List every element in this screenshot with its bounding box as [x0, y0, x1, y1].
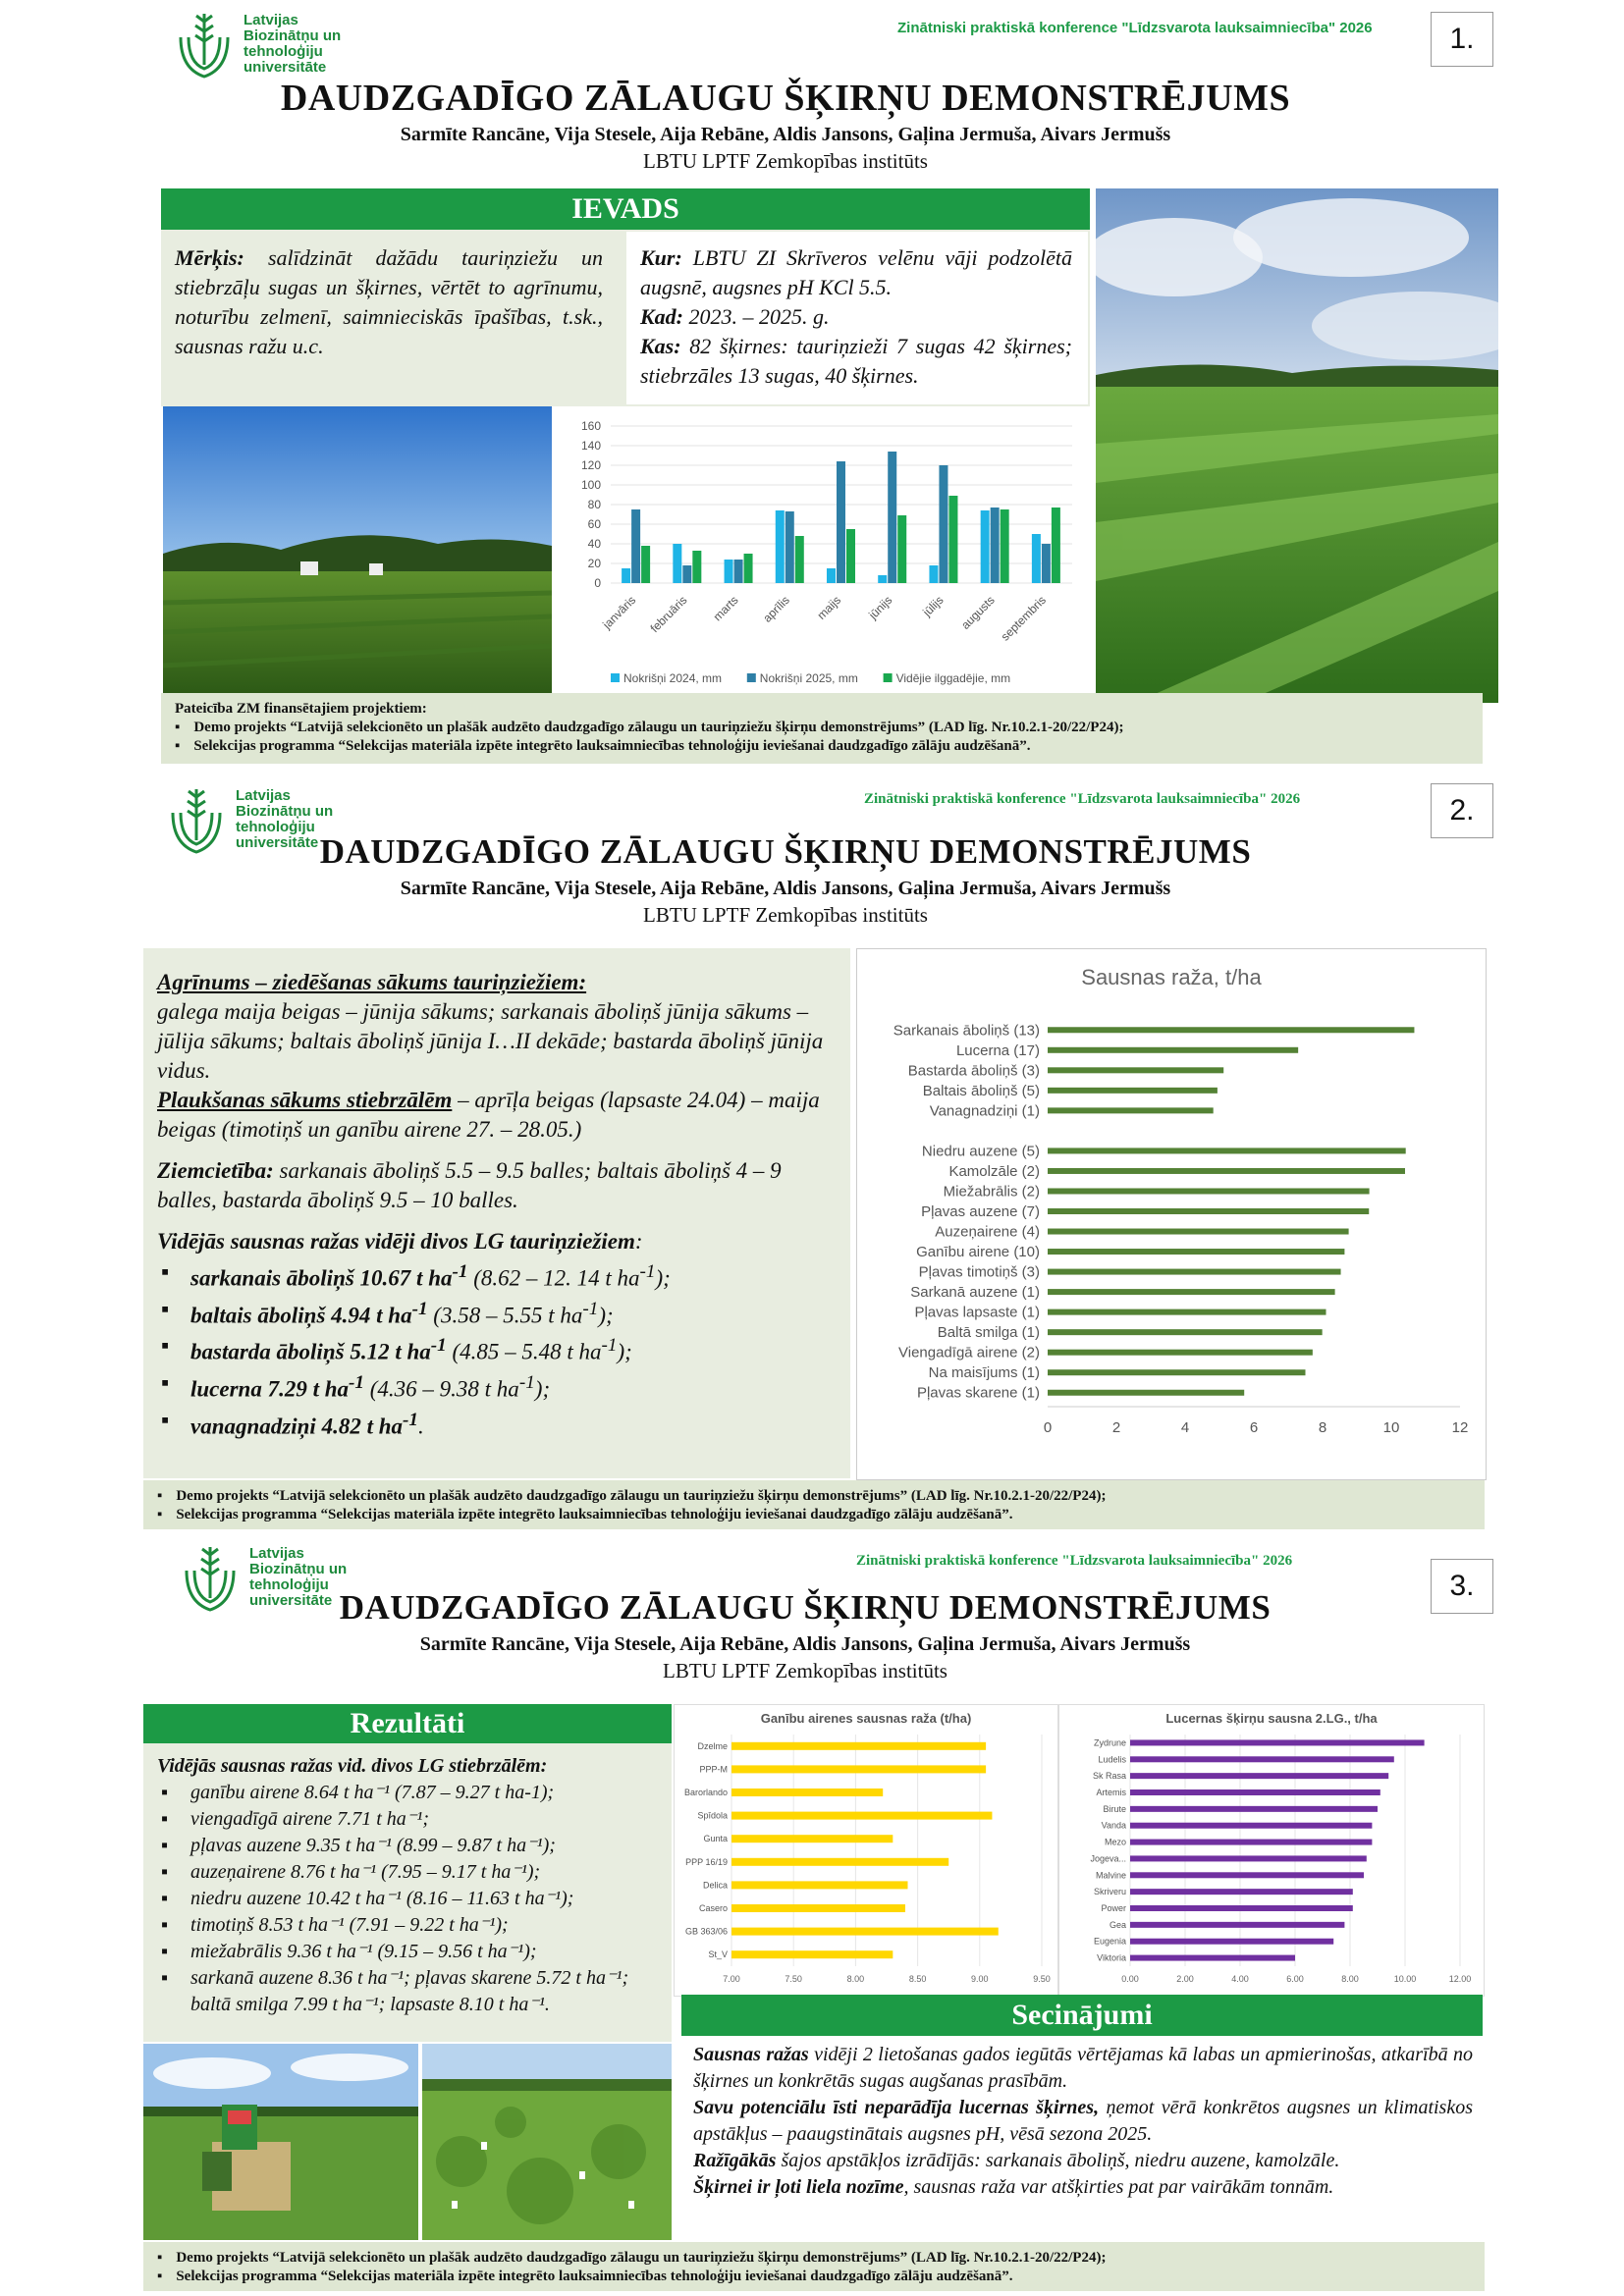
- bar: [744, 554, 753, 583]
- bar: [1130, 1872, 1364, 1878]
- bar: [827, 568, 836, 583]
- goal-label: Mērķis:: [175, 245, 244, 270]
- bar: [1130, 1840, 1372, 1845]
- where-body: LBTU ZI Skrīveros velēnu vāji podzolētā augsnē, augsnes pH KCl 5.5.: [640, 245, 1072, 299]
- conclusion-1: vidēji 2 lietošanas gados iegūtās vērtējamas kā labas un apmierinošas, atkarībā no šķirnes un konkrētās sugas augšanas prasībām.: [693, 2044, 1473, 2092]
- grass-yield-list: [157, 1780, 668, 2018]
- y-category-label: Gunta: [703, 1834, 728, 1844]
- ryegrass-chart: [674, 1704, 1058, 1997]
- y-category-label: Sarkanais āboliņš (13): [893, 1022, 1040, 1040]
- grass-plots-photo: [1096, 188, 1498, 703]
- lucerne-chart: [1058, 1704, 1485, 1997]
- y-tick-label: 140: [580, 439, 601, 453]
- y-category-label: Dzelme: [697, 1740, 728, 1751]
- bar: [1048, 1027, 1414, 1033]
- x-tick-label: februāris: [647, 593, 690, 636]
- clover-plots-photo: [422, 2044, 672, 2240]
- conclusion-3: šajos apstākļos izrādījās: sarkanais āboliņš, niedru auzene, kamolzāle.: [776, 2150, 1340, 2171]
- ack-item: ▪ Demo projekts “Latvijā selekcionēto un plašāk audzēto daudzgadīgo zālaugu un tauriņziežu šķirņu demonstrējums” (LAD līg. Nr.10.2.1-20/22/P24);: [157, 1488, 1471, 1505]
- y-tick-label: 100: [580, 478, 601, 492]
- legend-swatch: [611, 673, 620, 682]
- y-category-label: Sk Rasa: [1092, 1771, 1126, 1782]
- what-body: 82 šķirnes: tauriņzieži 7 sugas 42 šķirnes; stiebrzāles 13 sugas, 40 šķirnes.: [640, 334, 1072, 388]
- bar: [888, 452, 896, 583]
- bar: [692, 551, 701, 583]
- bar: [785, 511, 794, 583]
- y-category-label: Spīdola: [697, 1810, 728, 1821]
- conclusion-3-bold: Ražīgākās: [693, 2150, 777, 2171]
- bar: [731, 1742, 986, 1750]
- ack-item: ▪ Selekcijas programma “Selekcijas materiāla izpēte integrēto lauksaimniecības tehnoloģiju ieviešanai daudzgadīgo zālāju audzēšanā”.: [175, 738, 1469, 755]
- agrinums-heading: Agrīnums – ziedēšanas sākums tauriņziežiem:: [157, 970, 587, 994]
- dry-matter-chart: [856, 948, 1487, 1480]
- poster-title: DAUDZGADĪGO ZĀLAUGU ŠĶIRŅU DEMONSTRĒJUMS: [280, 78, 1291, 119]
- bar: [731, 1881, 907, 1889]
- list-item: ▪ miežabrālis 9.36 t ha⁻¹ (9.15 – 9.56 t ha⁻¹);: [157, 1939, 668, 1965]
- section-header-rezultati: Rezultāti: [143, 1704, 672, 1743]
- lucerne-chart-svg: [1059, 1705, 1484, 1996]
- conference-label: Zinātniski praktiskā konference "Līdzsvarota lauksaimniecība" 2026: [864, 791, 1301, 807]
- bar: [673, 544, 681, 583]
- bar: [1130, 1773, 1388, 1779]
- y-tick-label: 40: [587, 537, 601, 551]
- plauksana-text: – aprīļa beigas (lapsaste 24.04) – maija beigas (timotiņš un ganību airene 27. – 28.05.): [157, 1088, 820, 1142]
- bar: [1130, 1905, 1353, 1911]
- logo-text: Biozinātņu un: [236, 803, 334, 820]
- where-label: Kur:: [640, 245, 682, 270]
- conference-label: Zinātniski praktiskā konference "Līdzsvarota lauksaimniecība" 2026: [897, 20, 1373, 36]
- y-tick-label: 80: [587, 498, 601, 511]
- logo-text: tehnoloģiju: [244, 43, 323, 60]
- x-tick-label: jūlijs: [920, 593, 947, 619]
- list-item: ▪ auzeņairene 8.76 t ha⁻¹ (7.95 – 9.17 t ha⁻¹);: [157, 1859, 668, 1886]
- ack-item: ▪ Demo projekts “Latvijā selekcionēto un plašāk audzēto daudzgadīgo zālaugu un tauriņziežu šķirņu demonstrējums” (LAD līg. Nr.10.2.1-20/22/P24);: [157, 2250, 1471, 2267]
- bar: [846, 529, 855, 583]
- bar: [1048, 1148, 1406, 1153]
- ack-heading: Pateicība ZM finansētajiem projektiem:: [175, 701, 427, 717]
- goal-body: salīdzināt dažādu tauriņziežu un stiebrzāļu sugas un šķirnes, vērtēt to agrīnumu, noturību zelmenī, saimnieciskās īpašības, t.sk., sausnas ražu u.c.: [175, 245, 603, 358]
- conference-label: Zinātniski praktiskā konference "Līdzsvarota lauksaimniecība" 2026: [856, 1553, 1293, 1569]
- x-tick-label: jūnijs: [866, 593, 895, 622]
- page-number: 2.: [1431, 783, 1493, 838]
- y-category-label: Viktoria: [1097, 1952, 1126, 1963]
- where-when-text: [640, 243, 1072, 391]
- y-category-label: Jogeva...: [1090, 1853, 1126, 1864]
- university-logo: [173, 8, 341, 80]
- y-category-label: Miežabrālis (2): [943, 1183, 1040, 1201]
- y-category-label: Artemis: [1096, 1788, 1126, 1797]
- rainfall-chart-svg: [552, 406, 1090, 693]
- bar: [1048, 1350, 1313, 1356]
- bar: [1048, 1329, 1323, 1335]
- conclusion-4-bold: Šķirnei ir ļoti liela nozīme: [693, 2176, 904, 2198]
- y-tick-label: 0: [594, 576, 601, 590]
- institute: LBTU LPTF Zemkopības institūts: [643, 149, 928, 173]
- page2-text: Agrīnums – ziedēšanas sākums tauriņziežiem: galega maija beigas – jūnija sākums; sarkanais āboliņš jūnija sākums – jūlija sākums; baltais āboliņš jūnija I…II dekāde; bastarda āboliņš jūnija vidus. Plaukšanas sākums stiebrzālēm – aprīļa beigas (lapsaste 24.04) – maija beigas (timotiņš un ganību airene 27. – 28.05.) Ziemcietība: sarkanais āboliņš 5.5 – 9.5 balles; baltais āboliņš 4 – 9 balles, bastarda āboliņš 9.5 – 10 balles. Vidējās sausnas ražas vidēji divos LG tauriņziežiem: ▪ sarkanais āboliņš 10.67 t $ha^{-1}$ (8.62 – 12. 14 t $ha^{-1}$); ▪ baltais āboliņš 4.94 t $ha^{-1}$ (3.58 – 5.55 t $ha^{-1}$); ▪ bastarda āboliņš 5.12 t $ha^{-1}$ (4.85 – 5.48 t $ha^{-1}$); ▪ lucerna 7.29 t $ha^{-1}$ (4.36 – 9.38 t $ha^{-1}$); ▪ vanagnadziņi 4.82 t $ha^{-1}$.: [157, 968, 844, 1441]
- y-category-label: Vanda: [1101, 1820, 1126, 1831]
- y-category-label: Delica: [702, 1880, 728, 1891]
- logo-text: Latvijas: [249, 1545, 304, 1562]
- page3-text: [157, 1753, 668, 2018]
- logo-text: universitāte: [249, 1592, 333, 1609]
- institute: LBTU LPTF Zemkopības institūts: [643, 903, 928, 927]
- list-item: ▪ ganību airene 8.64 t ha⁻¹ (7.87 – 9.27 t ha-1);: [157, 1780, 668, 1806]
- x-tick-label: 8: [1318, 1419, 1327, 1436]
- bar: [731, 1928, 999, 1936]
- x-tick-label: augusts: [958, 593, 998, 632]
- legend-swatch: [884, 673, 893, 682]
- bar: [731, 1789, 883, 1796]
- bar: [731, 1835, 893, 1842]
- acknowledgement-box: [143, 1480, 1485, 1529]
- harvester-photo: [143, 2044, 418, 2240]
- list-item: ▪ bastarda āboliņš 5.12 t $ha^{-1}$ (4.85 – 5.48 t $ha^{-1}$);: [157, 1330, 844, 1367]
- bar: [1130, 1823, 1372, 1829]
- x-tick-label: 10: [1382, 1419, 1400, 1436]
- logo-text: Latvijas: [236, 787, 291, 804]
- x-tick-label: 8.50: [908, 1974, 927, 1984]
- bar: [641, 546, 650, 583]
- x-tick-label: 6: [1249, 1419, 1259, 1436]
- bar: [1048, 1269, 1341, 1275]
- x-tick-label: septembris: [998, 593, 1050, 644]
- bar: [1130, 1756, 1394, 1762]
- ziemcietiba-heading: Ziemcietība:: [157, 1158, 274, 1183]
- bar: [776, 510, 785, 583]
- y-category-label: Kamolzāle (2): [948, 1162, 1040, 1180]
- x-tick-label: 9.00: [971, 1974, 989, 1984]
- section-header-secinajumi: Secinājumi: [681, 1995, 1483, 2036]
- bar: [1052, 507, 1060, 583]
- bar: [1048, 1229, 1349, 1235]
- x-tick-label: marts: [710, 593, 741, 624]
- x-tick-label: 8.00: [846, 1974, 865, 1984]
- rainfall-chart: [552, 406, 1090, 693]
- y-category-label: Baltais āboliņš (5): [922, 1082, 1040, 1099]
- y-category-label: Gea: [1109, 1919, 1126, 1930]
- x-tick-label: 7.50: [785, 1974, 802, 1984]
- poster-title: DAUDZGADĪGO ZĀLAUGU ŠĶIRŅU DEMONSTRĒJUMS: [339, 1588, 1272, 1627]
- y-category-label: Power: [1101, 1903, 1126, 1913]
- ack-item: ▪ Demo projekts “Latvijā selekcionēto un plašāk audzēto daudzgadīgo zālaugu un tauriņziežu šķirņu demonstrējums” (LAD līg. Nr.10.2.1-20/22/P24);: [175, 720, 1469, 736]
- bar: [1048, 1088, 1218, 1094]
- y-category-label: Viengadīgā airene (2): [898, 1344, 1040, 1362]
- y-category-label: PPP-M: [699, 1764, 728, 1775]
- x-tick-label: 7.00: [723, 1974, 740, 1984]
- sausna-heading: Vidējās sausnas ražas vidēji divos LG tauriņziežiem: [157, 1229, 635, 1254]
- bar: [1048, 1289, 1335, 1295]
- y-tick-label: 20: [587, 557, 601, 570]
- bar: [991, 507, 1000, 583]
- y-category-label: Auzeņairene (4): [935, 1223, 1040, 1241]
- list-item: ▪ vanagnadziņi 4.82 t $ha^{-1}$.: [157, 1405, 844, 1442]
- university-emblem-icon: [173, 8, 236, 80]
- bar: [631, 509, 640, 583]
- ack-item: ▪ Selekcijas programma “Selekcijas materiāla izpēte integrēto lauksaimniecības tehnoloģiju ieviešanai daudzgadīgo zālāju audzēšanā”.: [157, 2269, 1471, 2285]
- conclusions-text: [693, 2042, 1473, 2201]
- bar: [731, 1812, 992, 1820]
- legend-label: Nokrišņi 2025, mm: [759, 671, 858, 685]
- page-number: 1.: [1431, 12, 1493, 67]
- list-item: ▪ lucerna 7.29 t $ha^{-1}$ (4.36 – 9.38 t $ha^{-1}$);: [157, 1367, 844, 1405]
- list-item: ▪ sarkanais āboliņš 10.67 t $ha^{-1}$ (8.62 – 12. 14 t $ha^{-1}$);: [157, 1256, 844, 1294]
- y-category-label: St_V: [708, 1949, 728, 1960]
- bar: [897, 515, 906, 583]
- y-category-label: Casero: [698, 1903, 728, 1913]
- y-category-label: Malvine: [1095, 1870, 1126, 1881]
- agrinums-text: galega maija beigas – jūnija sākums; sarkanais āboliņš jūnija sākums – jūlija sākums; baltais āboliņš jūnija I…II dekāde; bastarda āboliņš jūnija vidus.: [157, 999, 824, 1083]
- logo-text: Biozinātņu un: [249, 1561, 348, 1577]
- legend-swatch: [747, 673, 756, 682]
- poster-title: DAUDZGADĪGO ZĀLAUGU ŠĶIRŅU DEMONSTRĒJUMS: [319, 832, 1252, 871]
- y-category-label: Pļavas skarene (1): [916, 1384, 1040, 1402]
- bar: [1130, 1855, 1367, 1861]
- logo-text: tehnoloģiju: [236, 819, 315, 835]
- plauksana-heading: Plaukšanas sākums stiebrzālēm: [157, 1088, 453, 1112]
- bar: [725, 560, 733, 583]
- bar: [1048, 1369, 1306, 1375]
- y-category-label: Bastarda āboliņš (3): [907, 1062, 1040, 1080]
- y-category-label: GB 363/06: [684, 1926, 728, 1937]
- y-tick-label: 60: [587, 517, 601, 531]
- y-category-label: Niedru auzene (5): [921, 1143, 1040, 1160]
- y-category-label: Pļavas timotiņš (3): [918, 1263, 1040, 1281]
- bar: [1130, 1922, 1344, 1928]
- y-tick-label: 160: [580, 419, 601, 433]
- y-category-label: Na maisījums (1): [928, 1364, 1040, 1382]
- chart-title: Ganību airenes sausnas raža (t/ha): [760, 1711, 972, 1726]
- goal-text: [175, 243, 603, 361]
- logo-text: tehnoloģiju: [249, 1576, 329, 1593]
- x-tick-label: maijs: [814, 593, 844, 622]
- university-emblem-icon: [165, 783, 228, 856]
- acknowledgement-box: [161, 693, 1483, 764]
- y-category-label: Mezo: [1104, 1837, 1126, 1847]
- chart-title: Sausnas raža, t/ha: [1081, 965, 1262, 989]
- x-tick-label: 0.00: [1121, 1974, 1139, 1984]
- conclusion-2-bold: Savu potenciālu īsti neparādīja lucernas šķirnes,: [693, 2097, 1100, 2118]
- x-tick-label: 12.00: [1448, 1974, 1472, 1984]
- logo-text: Latvijas: [244, 12, 298, 28]
- acknowledgement-box: [143, 2242, 1485, 2291]
- bar: [1130, 1939, 1333, 1945]
- bar: [878, 575, 887, 583]
- y-category-label: Skriveru: [1093, 1887, 1126, 1897]
- bar: [1130, 1889, 1353, 1895]
- university-emblem-icon: [179, 1541, 242, 1614]
- bar: [795, 536, 804, 583]
- y-category-label: PPP 16/19: [685, 1856, 728, 1867]
- grass-yield-heading: Vidējās sausnas ražas vid. divos LG stiebrzālēm:: [157, 1755, 548, 1777]
- x-tick-label: 2: [1111, 1419, 1121, 1436]
- bar: [1048, 1249, 1344, 1255]
- page-number: 3.: [1431, 1559, 1493, 1614]
- bar: [948, 496, 957, 583]
- bar: [1048, 1390, 1244, 1396]
- logo-text: Biozinātņu un: [244, 27, 342, 44]
- y-category-label: Barorlando: [683, 1788, 728, 1797]
- bar: [1048, 1188, 1370, 1194]
- field-photo: [163, 406, 552, 693]
- list-item: ▪ viengadīgā airene 7.71 t ha⁻¹;: [157, 1806, 668, 1833]
- bar: [1001, 509, 1009, 583]
- section-header-ievads: IEVADS: [161, 188, 1090, 230]
- authors: Sarmīte Rancāne, Vija Stesele, Aija Rebāne, Aldis Jansons, Gaļina Jermuša, Aivars Jermušs: [400, 878, 1171, 899]
- conclusion-2: ņemot vērā konkrētos augsnes un klimatiskos apstākļus – paaugstinātais augsnes pH, vēsā sezona 2025.: [693, 2097, 1473, 2145]
- y-category-label: Vanagnadziņi (1): [929, 1102, 1040, 1120]
- y-category-label: Pļavas lapsaste (1): [914, 1304, 1040, 1321]
- y-category-label: Zydrune: [1093, 1737, 1126, 1748]
- y-category-label: Lucerna (17): [955, 1041, 1040, 1059]
- bar: [731, 1765, 986, 1773]
- list-item: ▪ pļavas auzene 9.35 t ha⁻¹ (8.99 – 9.87 t ha⁻¹);: [157, 1833, 668, 1859]
- bar: [1048, 1047, 1298, 1053]
- bar: [1048, 1067, 1223, 1073]
- y-category-label: Eugenia: [1093, 1936, 1126, 1947]
- dry-matter-chart-svg: [857, 949, 1486, 1479]
- x-tick-label: janvāris: [600, 593, 639, 632]
- authors: Sarmīte Rancāne, Vija Stesele, Aija Rebāne, Aldis Jansons, Gaļina Jermuša, Aivars Jermušs: [400, 124, 1171, 145]
- y-category-label: Ganību airene (10): [916, 1244, 1040, 1261]
- x-tick-label: 12: [1451, 1419, 1469, 1436]
- bar: [731, 1904, 905, 1912]
- bar: [1130, 1955, 1295, 1961]
- bar: [1130, 1739, 1425, 1745]
- when-body: 2023. – 2025. g.: [683, 304, 830, 329]
- chart-title: Lucernas šķirņu sausna 2.LG., t/ha: [1165, 1711, 1378, 1726]
- bar: [1130, 1806, 1378, 1812]
- x-tick-label: 8.00: [1341, 1974, 1359, 1984]
- bar: [622, 568, 630, 583]
- y-tick-label: 120: [580, 458, 601, 472]
- list-item: ▪ sarkanā auzene 8.36 t ha⁻¹; pļavas skarene 5.72 t ha⁻¹; baltā smilga 7.99 t ha⁻¹; lapsaste 8.10 t ha⁻¹.: [157, 1965, 668, 2018]
- authors: Sarmīte Rancāne, Vija Stesele, Aija Rebāne, Aldis Jansons, Gaļina Jermuša, Aivars Jermušs: [419, 1633, 1191, 1655]
- bar: [682, 565, 691, 583]
- list-item: ▪ timotiņš 8.53 t ha⁻¹ (7.91 – 9.22 t ha⁻¹);: [157, 1912, 668, 1939]
- bar: [1032, 534, 1041, 583]
- institute: LBTU LPTF Zemkopības institūts: [663, 1659, 947, 1682]
- conclusion-1-bold: Sausnas ražas: [693, 2044, 809, 2065]
- x-tick-label: 0: [1043, 1419, 1053, 1436]
- legend-label: Nokrišņi 2024, mm: [623, 671, 723, 685]
- bar: [1048, 1107, 1214, 1113]
- bar: [981, 510, 990, 583]
- x-tick-label: 4: [1180, 1419, 1190, 1436]
- legume-yield-list: [157, 1256, 844, 1441]
- bar: [939, 465, 947, 583]
- logo-text: universitāte: [236, 834, 319, 851]
- what-label: Kas:: [640, 334, 681, 358]
- x-tick-label: 10.00: [1393, 1974, 1417, 1984]
- y-category-label: Sarkanā auzene (1): [910, 1284, 1040, 1302]
- ryegrass-chart-svg: [675, 1705, 1057, 1996]
- bar: [1048, 1168, 1405, 1174]
- list-item: ▪ baltais āboliņš 4.94 t $ha^{-1}$ (3.58 – 5.55 t $ha^{-1}$);: [157, 1294, 844, 1331]
- when-label: Kad:: [640, 304, 683, 329]
- bar: [1048, 1309, 1326, 1315]
- y-category-label: Baltā smilga (1): [937, 1324, 1040, 1342]
- y-category-label: Ludelis: [1098, 1754, 1126, 1765]
- x-tick-label: 6.00: [1286, 1974, 1304, 1984]
- ziemcietiba-text: sarkanais āboliņš 5.5 – 9.5 balles; baltais āboliņš 4 – 9 balles, bastarda āboliņš 9.5 – 10 balles.: [157, 1158, 782, 1212]
- bar: [1042, 544, 1051, 583]
- x-tick-label: 2.00: [1176, 1974, 1194, 1984]
- bar: [929, 565, 938, 583]
- x-tick-label: aprīlis: [760, 593, 792, 625]
- conclusion-4: , sausnas raža var atšķirties pat par vairākām tonnām.: [903, 2176, 1334, 2198]
- ack-item: ▪ Selekcijas programma “Selekcijas materiāla izpēte integrēto lauksaimniecības tehnoloģiju ieviešanai daudzgadīgo zālāju audzēšanā”.: [157, 1507, 1471, 1523]
- bar: [1130, 1789, 1380, 1795]
- bar: [1048, 1208, 1369, 1214]
- list-item: ▪ niedru auzene 10.42 t ha⁻¹ (8.16 – 11.63 t ha⁻¹);: [157, 1886, 668, 1912]
- y-category-label: Birute: [1103, 1803, 1126, 1814]
- legend-label: Vidējie ilggadējie, mm: [895, 671, 1011, 685]
- logo-text: universitāte: [244, 59, 327, 76]
- bar: [731, 1858, 948, 1866]
- y-category-label: Pļavas auzene (7): [921, 1203, 1040, 1220]
- bar: [734, 560, 743, 583]
- bar: [731, 1950, 893, 1958]
- bar: [837, 461, 845, 583]
- x-tick-label: 4.00: [1231, 1974, 1249, 1984]
- x-tick-label: 9.50: [1033, 1974, 1051, 1984]
